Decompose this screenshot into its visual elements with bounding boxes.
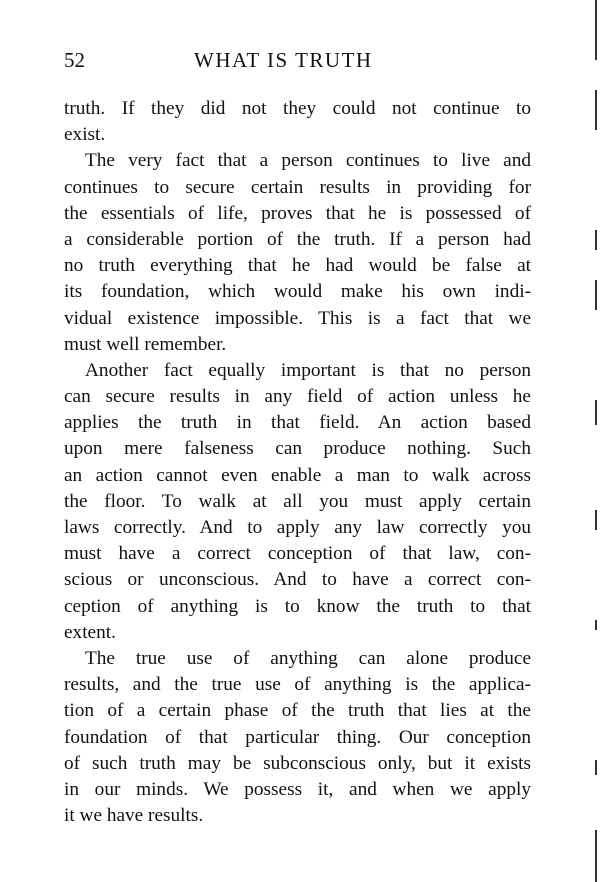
text-line: an action cannot even enable a man to walk across [64, 464, 531, 486]
text-line: ception of anything is to know the truth to that [64, 595, 531, 617]
text-line: must well remember. [64, 333, 227, 355]
text-line: The very fact that a person continues to live and [85, 150, 531, 172]
text-line: the floor. To walk at all you must apply certain [64, 490, 531, 512]
text-line: vidual existence impossible. This is a fact that we [64, 307, 531, 329]
text-line: foundation of that particular thing. Our conception [64, 726, 531, 748]
text-line: truth. If they did not they could not continue to [64, 98, 531, 119]
paragraph [64, 358, 531, 646]
text-line: scious or unconscious. And to have a correct con- [64, 569, 531, 591]
text-line: no truth everything that he had would be false at [64, 255, 531, 277]
text-line: Another fact equally important is that no person [85, 359, 531, 381]
paragraph [64, 148, 531, 358]
text-line: its foundation, which would make his own indi- [64, 281, 531, 303]
text-line: a considerable portion of the truth. If a person had [64, 228, 531, 250]
text-line: continues to secure certain results in providing for [64, 176, 531, 198]
page-number: 52 [64, 48, 85, 72]
text-line: in our minds. We possess it, and when we apply [64, 778, 531, 800]
text-line: the essentials of life, proves that he is possessed of [64, 202, 531, 224]
text-line: applies the truth in that field. An action based [64, 412, 531, 434]
running-title: WHAT IS TRUTH [194, 48, 373, 72]
text-line: of such truth may be subconscious only, but it exists [64, 752, 531, 774]
text-line: laws correctly. And to apply any law correctly you [64, 517, 531, 538]
page-body [64, 96, 531, 829]
text-line: it we have results. [64, 805, 204, 827]
page-header [64, 48, 530, 76]
paragraph [64, 646, 531, 829]
text-line: can secure results in any field of action unless he [64, 386, 531, 408]
paragraph [64, 96, 531, 148]
text-line: exist. [64, 124, 106, 146]
text-line: tion of a certain phase of the truth that lies at the [64, 700, 531, 722]
text-line: results, and the true use of anything is the applica- [64, 674, 531, 696]
scan-edge [595, 0, 597, 882]
text-line: must have a correct conception of that law, con- [64, 543, 531, 565]
text-line: The true use of anything can alone produce [85, 647, 531, 669]
text-line: upon mere falseness can produce nothing. Such [64, 438, 531, 460]
text-line: extent. [64, 621, 116, 643]
